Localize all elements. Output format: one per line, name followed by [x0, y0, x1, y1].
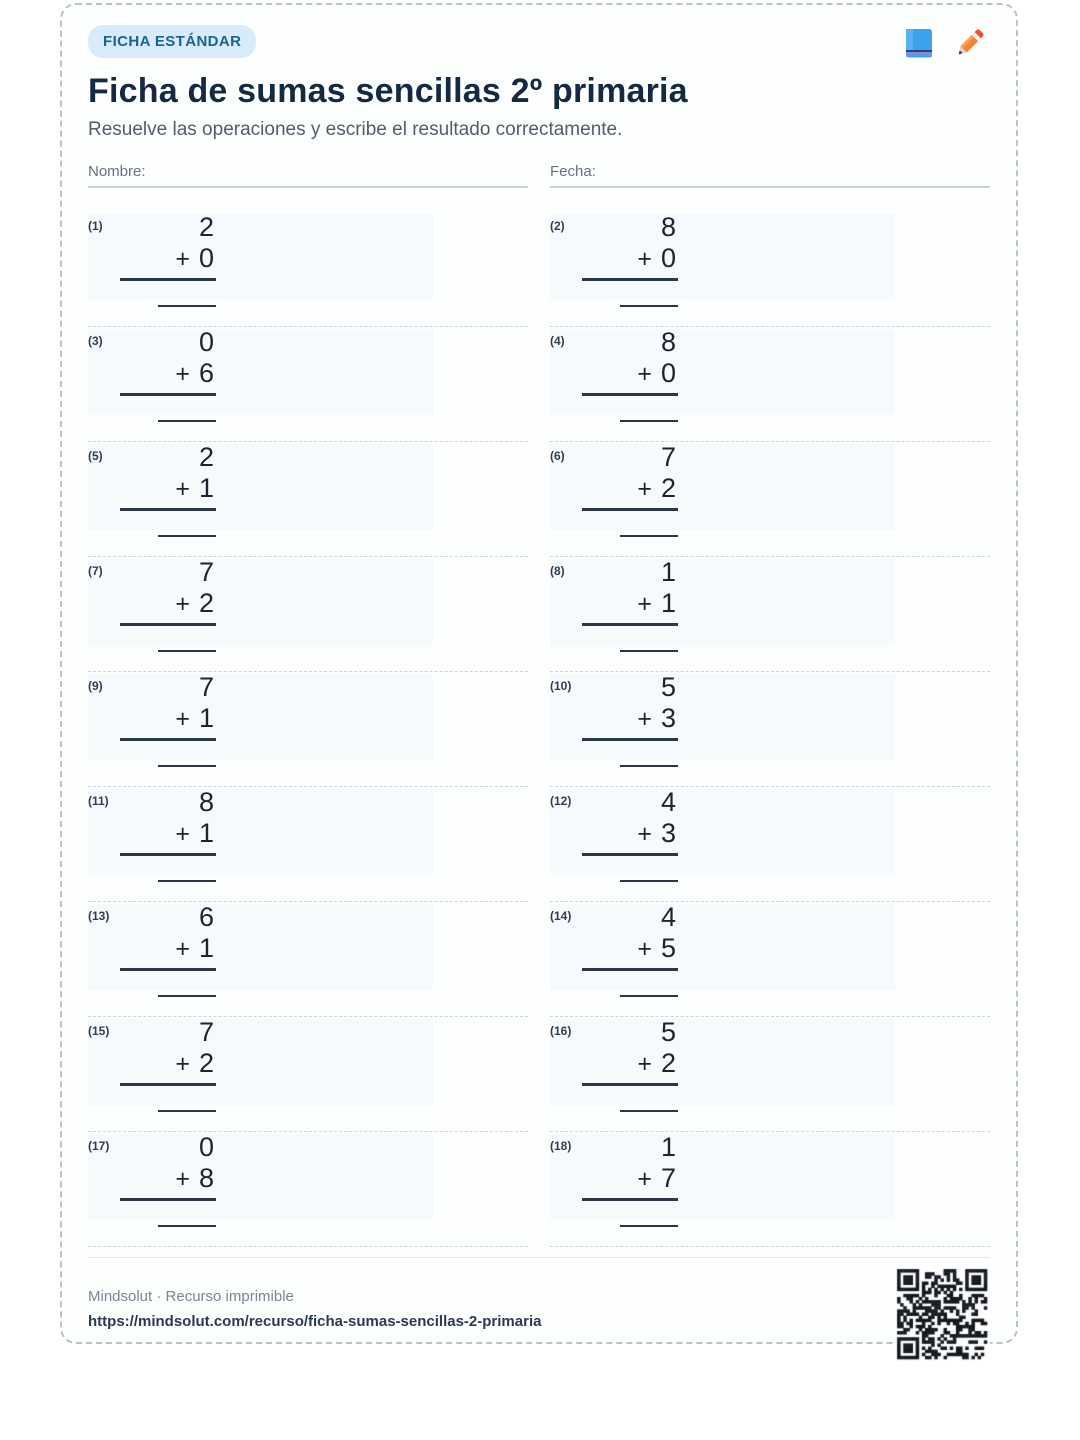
problem-number-label: (13) — [88, 909, 110, 923]
bottom-operand: 1 — [198, 933, 214, 963]
plus-operator: + — [637, 705, 652, 733]
plus-operator: + — [637, 935, 652, 963]
name-label: Nombre: — [88, 163, 146, 180]
top-operand: 0 — [198, 327, 214, 357]
header-icons — [902, 25, 988, 61]
bottom-operand-row — [120, 933, 216, 965]
problem-operation — [582, 1017, 678, 1112]
bottom-operand-row — [582, 1048, 678, 1080]
problem-operation — [120, 212, 216, 307]
answer-blank — [620, 650, 678, 652]
answer-blank — [620, 880, 678, 882]
bottom-operand: 3 — [660, 703, 676, 733]
problem-cell — [550, 327, 990, 442]
top-operand: 8 — [198, 787, 214, 817]
problem-cell — [88, 1132, 528, 1247]
top-operand: 1 — [660, 1132, 676, 1162]
problem-cell — [88, 902, 528, 1017]
bottom-operand-row — [582, 358, 678, 390]
problem-operation — [120, 1132, 216, 1227]
date-field — [550, 163, 990, 188]
problems-grid — [88, 212, 990, 1247]
answer-blank — [158, 1110, 216, 1112]
bottom-operand: 2 — [198, 588, 214, 618]
problem-cell — [550, 672, 990, 787]
bottom-operand: 8 — [198, 1163, 214, 1193]
plus-operator: + — [637, 475, 652, 503]
problem-cell — [88, 442, 528, 557]
sum-line — [582, 508, 678, 511]
brand-line: Mindsolut · Recurso imprimible — [88, 1288, 294, 1305]
bottom-operand: 2 — [660, 1048, 676, 1078]
name-date-fields — [88, 163, 990, 188]
plus-operator: + — [175, 590, 190, 618]
bottom-operand-row — [120, 818, 216, 850]
problem-number-label: (12) — [550, 794, 572, 808]
problem-operation — [120, 327, 216, 422]
sum-line — [120, 1083, 216, 1086]
top-operand: 2 — [198, 212, 214, 242]
footer-divider — [88, 1257, 990, 1258]
problem-number-label: (4) — [550, 334, 565, 348]
answer-blank — [620, 305, 678, 307]
qr-code — [894, 1266, 990, 1362]
sum-line — [120, 508, 216, 511]
sum-line — [582, 1198, 678, 1201]
problem-operation — [120, 1017, 216, 1112]
sum-line — [582, 278, 678, 281]
answer-blank — [158, 1225, 216, 1227]
problem-cell — [88, 1017, 528, 1132]
plus-operator: + — [175, 705, 190, 733]
bottom-operand-row — [582, 933, 678, 965]
top-operand: 6 — [198, 902, 214, 932]
bottom-operand: 1 — [198, 473, 214, 503]
problem-operation — [582, 557, 678, 652]
bottom-operand: 1 — [198, 703, 214, 733]
problem-cell — [550, 442, 990, 557]
plus-operator: + — [637, 1165, 652, 1193]
bottom-operand-row — [120, 588, 216, 620]
problem-operation — [582, 672, 678, 767]
problem-operation — [582, 327, 678, 422]
name-blank-line — [88, 186, 528, 188]
sum-line — [582, 968, 678, 971]
standard-sheet-badge: FICHA ESTÁNDAR — [88, 25, 256, 58]
sum-line — [582, 738, 678, 741]
plus-operator: + — [175, 1050, 190, 1078]
sum-line — [582, 393, 678, 396]
problem-number-label: (3) — [88, 334, 103, 348]
bottom-operand: 2 — [660, 473, 676, 503]
bottom-operand-row — [120, 473, 216, 505]
sum-line — [582, 623, 678, 626]
resource-url: https://mindsolut.com/recurso/ficha-sumas-sencillas-2-primaria — [88, 1313, 542, 1330]
problem-cell — [550, 787, 990, 902]
bottom-operand: 5 — [660, 933, 676, 963]
problem-cell — [550, 1132, 990, 1247]
bottom-operand-row — [120, 358, 216, 390]
answer-blank — [158, 650, 216, 652]
top-operand: 7 — [198, 672, 214, 702]
sum-line — [120, 278, 216, 281]
bottom-operand: 0 — [660, 358, 676, 388]
bottom-operand-row — [582, 703, 678, 735]
bottom-operand-row — [582, 818, 678, 850]
problem-operation — [582, 212, 678, 307]
problem-operation — [582, 442, 678, 537]
sum-line — [120, 853, 216, 856]
answer-blank — [620, 765, 678, 767]
problem-number-label: (1) — [88, 219, 103, 233]
problem-number-label: (5) — [88, 449, 103, 463]
plus-operator: + — [175, 820, 190, 848]
problem-cell — [550, 212, 990, 327]
problem-operation — [120, 442, 216, 537]
problem-cell — [88, 787, 528, 902]
sum-line — [120, 623, 216, 626]
answer-blank — [158, 535, 216, 537]
bottom-operand-row — [582, 1163, 678, 1195]
bottom-operand-row — [582, 243, 678, 275]
top-operand: 2 — [198, 442, 214, 472]
problem-cell — [550, 902, 990, 1017]
answer-blank — [620, 995, 678, 997]
top-operand: 4 — [660, 902, 676, 932]
bottom-operand-row — [582, 473, 678, 505]
answer-blank — [620, 420, 678, 422]
problem-number-label: (10) — [550, 679, 572, 693]
problem-number-label: (18) — [550, 1139, 572, 1153]
answer-blank — [620, 1225, 678, 1227]
problem-operation — [120, 787, 216, 882]
problem-operation — [582, 787, 678, 882]
problem-cell — [88, 212, 528, 327]
worksheet-header — [88, 25, 990, 58]
bottom-operand-row — [120, 703, 216, 735]
plus-operator: + — [637, 245, 652, 273]
bottom-operand: 0 — [198, 243, 214, 273]
bottom-operand: 2 — [198, 1048, 214, 1078]
date-blank-line — [550, 186, 990, 188]
bottom-operand-row — [120, 1163, 216, 1195]
plus-operator: + — [637, 1050, 652, 1078]
bottom-operand: 7 — [660, 1163, 676, 1193]
problem-number-label: (16) — [550, 1024, 572, 1038]
top-operand: 5 — [660, 672, 676, 702]
plus-operator: + — [175, 475, 190, 503]
answer-blank — [158, 765, 216, 767]
problem-operation — [582, 1132, 678, 1227]
top-operand: 7 — [660, 442, 676, 472]
problem-number-label: (7) — [88, 564, 103, 578]
problem-number-label: (9) — [88, 679, 103, 693]
answer-blank — [158, 420, 216, 422]
plus-operator: + — [175, 245, 190, 273]
top-operand: 0 — [198, 1132, 214, 1162]
top-operand: 7 — [198, 1017, 214, 1047]
plus-operator: + — [637, 820, 652, 848]
top-operand: 5 — [660, 1017, 676, 1047]
problem-cell — [88, 672, 528, 787]
name-field — [88, 163, 528, 188]
bottom-operand: 1 — [198, 818, 214, 848]
bottom-operand-row — [120, 243, 216, 275]
problem-cell — [88, 557, 528, 672]
bottom-operand: 0 — [660, 243, 676, 273]
sum-line — [120, 393, 216, 396]
plus-operator: + — [637, 590, 652, 618]
problem-cell — [88, 327, 528, 442]
answer-blank — [620, 1110, 678, 1112]
sum-line — [582, 853, 678, 856]
answer-blank — [158, 305, 216, 307]
top-operand: 4 — [660, 787, 676, 817]
top-operand: 8 — [660, 212, 676, 242]
problem-number-label: (6) — [550, 449, 565, 463]
worksheet-footer — [88, 1266, 990, 1362]
problem-number-label: (11) — [88, 794, 109, 808]
problem-number-label: (15) — [88, 1024, 110, 1038]
page-subtitle: Resuelve las operaciones y escribe el resultado correctamente. — [88, 119, 623, 140]
answer-blank — [158, 880, 216, 882]
sum-line — [120, 968, 216, 971]
problem-number-label: (2) — [550, 219, 565, 233]
problem-operation — [120, 902, 216, 997]
problem-number-label: (14) — [550, 909, 572, 923]
problem-number-label: (8) — [550, 564, 565, 578]
top-operand: 8 — [660, 327, 676, 357]
problem-operation — [120, 672, 216, 767]
pencil-icon — [952, 25, 988, 61]
bottom-operand: 3 — [660, 818, 676, 848]
problem-cell — [550, 557, 990, 672]
bottom-operand: 1 — [660, 588, 676, 618]
bottom-operand: 6 — [198, 358, 214, 388]
plus-operator: + — [175, 1165, 190, 1193]
worksheet-page — [60, 3, 1018, 1344]
problem-operation — [120, 557, 216, 652]
sum-line — [120, 738, 216, 741]
bottom-operand-row — [120, 1048, 216, 1080]
date-label: Fecha: — [550, 163, 596, 180]
plus-operator: + — [175, 360, 190, 388]
problem-cell — [550, 1017, 990, 1132]
top-operand: 7 — [198, 557, 214, 587]
bottom-operand-row — [582, 588, 678, 620]
sum-line — [582, 1083, 678, 1086]
plus-operator: + — [637, 360, 652, 388]
page-title: Ficha de sumas sencillas 2º primaria — [88, 72, 688, 110]
problem-operation — [582, 902, 678, 997]
footer-text — [88, 1266, 541, 1330]
answer-blank — [620, 535, 678, 537]
top-operand: 1 — [660, 557, 676, 587]
blue-book-icon — [902, 26, 936, 60]
problem-number-label: (17) — [88, 1139, 110, 1153]
answer-blank — [158, 995, 216, 997]
plus-operator: + — [175, 935, 190, 963]
sum-line — [120, 1198, 216, 1201]
